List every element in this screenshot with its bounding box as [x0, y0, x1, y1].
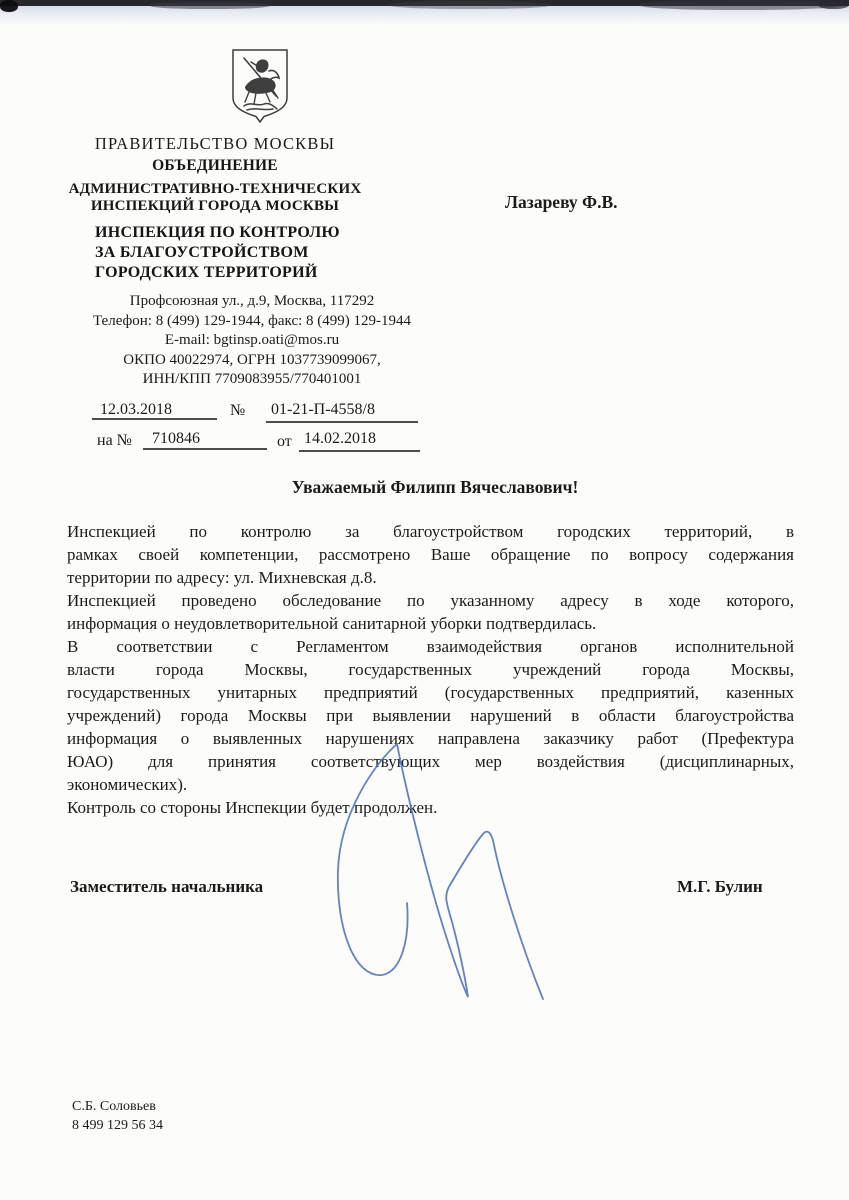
government-title: ПРАВИТЕЛЬСТВО МОСКВЫ — [94, 134, 336, 153]
division-name-line: ИНСПЕКЦИЯ ПО КОНТРОЛЮ — [95, 224, 340, 241]
executor-phone: 8 499 129 56 34 — [72, 1117, 163, 1133]
body-line: ЮАО) для принятия соответствующих мер воздействия (дисциплинарных, — [67, 752, 794, 771]
paragraph — [67, 520, 794, 589]
contact-line: ИНН/КПП 7709083955/770401001 — [142, 371, 362, 387]
scan-smudge — [818, 0, 849, 9]
paragraph — [67, 589, 794, 635]
body-line: власти города Москвы, государственных учреждений города Москвы, — [67, 660, 794, 679]
moscow-coat-of-arms-icon — [231, 49, 289, 123]
organization-name-line: ОБЪЕДИНЕНИЕ — [152, 157, 278, 174]
body-line: учреждений) города Москвы при выявлении нарушений в области благоустройства — [67, 706, 794, 725]
scan-smudge — [150, 2, 270, 9]
organization-name-line: ИНСПЕКЦИЙ ГОРОДА МОСКВЫ — [90, 198, 340, 214]
contact-block — [58, 292, 446, 390]
reply-date-label: от — [277, 433, 292, 450]
body-line: информация о неудовлетворительной санитарной уборки подтвердилась. — [67, 614, 597, 633]
division-name — [95, 223, 340, 283]
outgoing-date: 12.03.2018 — [100, 401, 172, 418]
underline — [143, 448, 267, 450]
executor-name: С.Б. Соловьев — [72, 1099, 156, 1114]
salutation: Уважаемый Филипп Вячеславович! — [291, 477, 579, 497]
underline — [299, 450, 420, 452]
scan-smudge — [390, 1, 550, 9]
incoming-date: 14.02.2018 — [304, 430, 376, 447]
contact-line: Профсоюзная ул., д.9, Москва, 117292 — [129, 293, 375, 309]
division-name-line: ЗА БЛАГОУСТРОЙСТВОМ — [95, 244, 309, 261]
organization-name-line: АДМИНИСТРАТИВНО-ТЕХНИЧЕСКИХ — [68, 181, 362, 197]
contact-line: ОКПО 40022974, ОГРН 1037739099067, — [123, 351, 381, 368]
outgoing-number: 01-21-П-4558/8 — [271, 401, 375, 418]
addressee-name: Лазареву Ф.В. — [505, 192, 618, 212]
contact-line: Телефон: 8 (499) 129-1944, факс: 8 (499) 129-1944 — [92, 312, 412, 329]
body-line: информация о выявленных нарушениях направлена заказчику работ (Префектура — [67, 729, 794, 748]
underline — [266, 421, 418, 423]
body-line: Контроль со стороны Инспекции будет продолжен. — [67, 798, 438, 817]
signer-position: Заместитель начальника — [70, 877, 264, 896]
division-name-line: ГОРОДСКИХ ТЕРРИТОРИЙ — [95, 264, 318, 281]
reply-to-label: на № — [97, 432, 132, 449]
number-sign-label: № — [230, 402, 246, 419]
underline — [92, 418, 217, 420]
scan-smudge — [640, 0, 840, 10]
body-line: Инспекцией по контролю за благоустройством городских территорий, в — [67, 522, 794, 541]
signer-name: М.Г. Булин — [677, 877, 763, 896]
body-line: Инспекцией проведено обследование по указанному адресу в ходе которого, — [67, 591, 794, 610]
executor-block — [72, 1098, 163, 1135]
contact-line: E-mail: bgtinsp.oati@mos.ru — [164, 332, 340, 348]
scan-smudge — [0, 0, 18, 12]
body-line: территории по адресу: ул. Михневская д.8. — [67, 568, 377, 587]
body-line: В соответствии с Регламентом взаимодействия органов исполнительной — [67, 637, 794, 656]
handwritten-signature — [330, 688, 560, 1008]
body-line: государственных унитарных предприятий (государственных предприятий, казенных — [67, 683, 794, 702]
incoming-number: 710846 — [152, 430, 200, 447]
body-line: рамках своей компетенции, рассмотрено Ваше обращение по вопросу содержания — [67, 545, 794, 564]
body-line: экономических). — [67, 775, 188, 794]
